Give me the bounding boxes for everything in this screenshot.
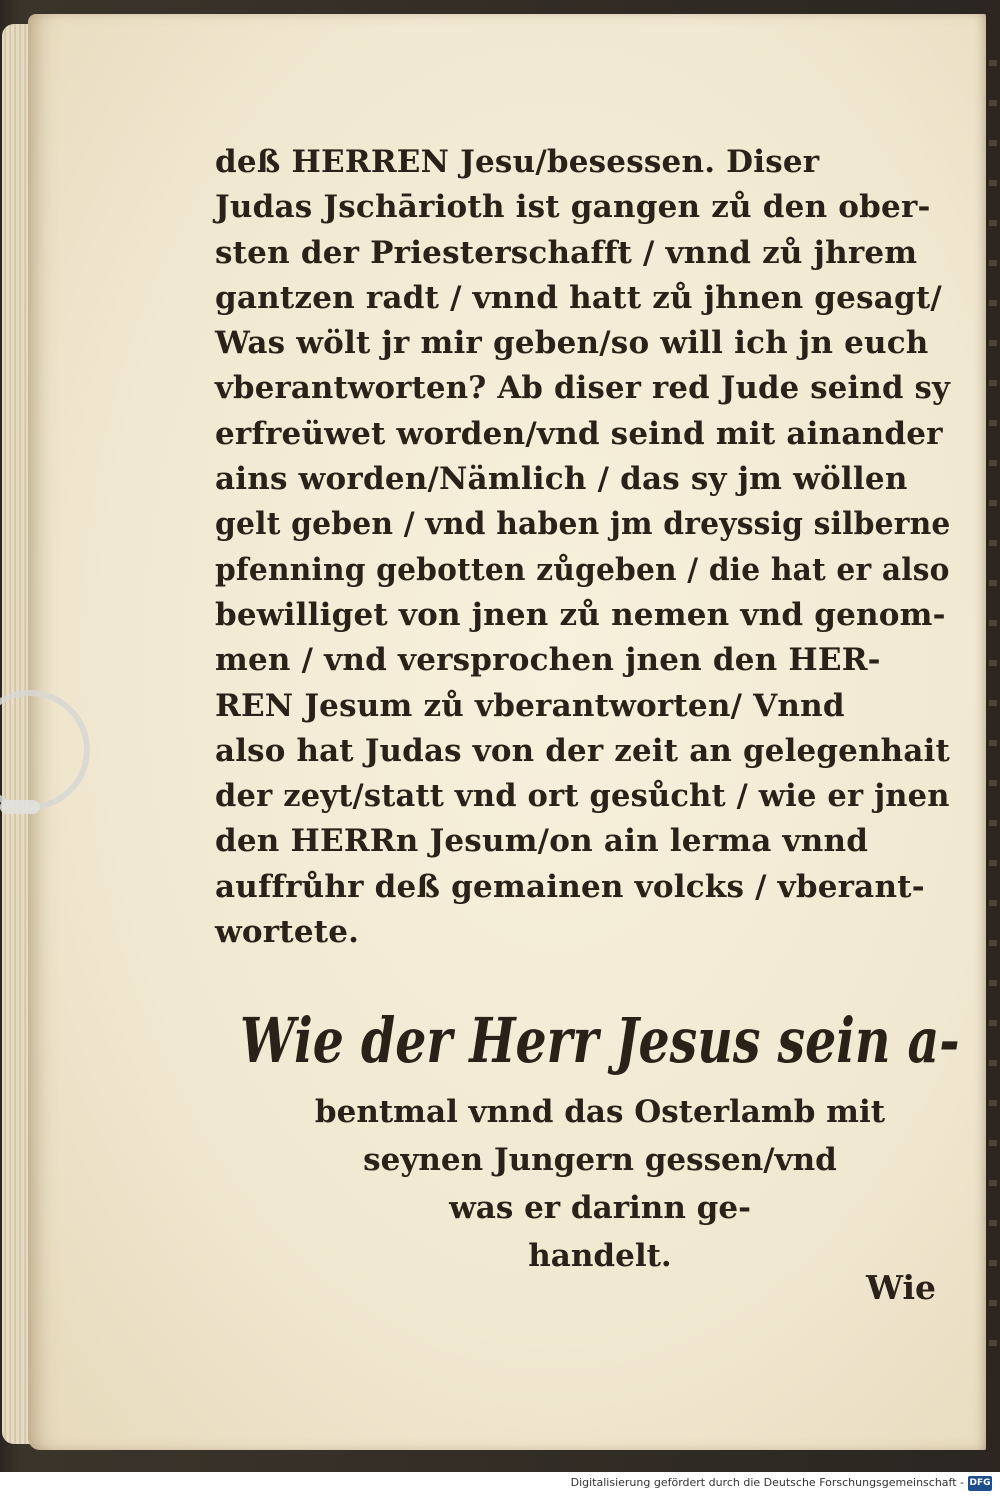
facing-page-edge [986, 0, 1000, 1472]
text-line: pfenning gebotten zůgeben / die hat er also [215, 551, 950, 588]
text-line: sten der Priesterschafft / vnnd zů jhrem [215, 234, 918, 271]
footer-bar [0, 1472, 1000, 1496]
section-subheading [250, 1088, 950, 1280]
footer-credit: Digitalisierung gefördert durch die Deutsche Forschungsgemeinschaft - [570, 1476, 964, 1489]
subheading-line: bentmal vnnd das Osterlamb mit [314, 1094, 886, 1130]
page-clip-tip [0, 800, 40, 814]
text-line: also hat Judas von der zeit an gelegenhait [215, 732, 950, 769]
text-line: deß HERREN Jesu/besessen. Diser [215, 144, 820, 180]
subheading-line: seynen Jungern gessen/vnd [363, 1142, 837, 1178]
text-line: REN Jesum zů vberantworten/ Vnnd [215, 687, 845, 724]
text-line: der zeyt/statt vnd ort gesůcht / wie er jnen [215, 778, 950, 815]
text-line: wortete. [215, 914, 360, 951]
text-line: auffrůhr deß gemainen volcks / vberant- [215, 868, 925, 905]
text-line: Judas Jschārioth ist gangen zů den ober- [215, 189, 931, 226]
subheading-line: handelt. [528, 1238, 672, 1274]
text-line: gelt geben / vnd haben jm dreyssig silberne [215, 506, 951, 543]
body-text [215, 140, 950, 955]
text-line: gantzen radt / vnnd hatt zů jhnen gesagt/ [215, 279, 942, 316]
catchword: Wie [866, 1268, 937, 1307]
text-line: Was wölt jr mir geben/so will ich jn euch [215, 325, 929, 362]
subheading-line: was er darinn ge- [449, 1190, 751, 1226]
section-heading: Wie der Herr Jesus sein a- [240, 1004, 960, 1077]
text-line: erfreüwet worden/vnd seind mit ainander [215, 415, 943, 452]
text-line: ains worden/Nämlich / das sy jm wöllen [215, 461, 908, 498]
text-line: vberantworten? Ab diser red Jude seind sy [215, 370, 951, 407]
text-line: den HERRn Jesum/on ain lerma vnnd [215, 823, 869, 860]
facing-page-marks [989, 60, 997, 1360]
text-line: men / vnd versprochen jnen den HER- [215, 642, 881, 679]
text-line: bewilliget von jnen zů nemen vnd genom- [215, 596, 946, 633]
dfg-logo: DFG [968, 1476, 992, 1491]
